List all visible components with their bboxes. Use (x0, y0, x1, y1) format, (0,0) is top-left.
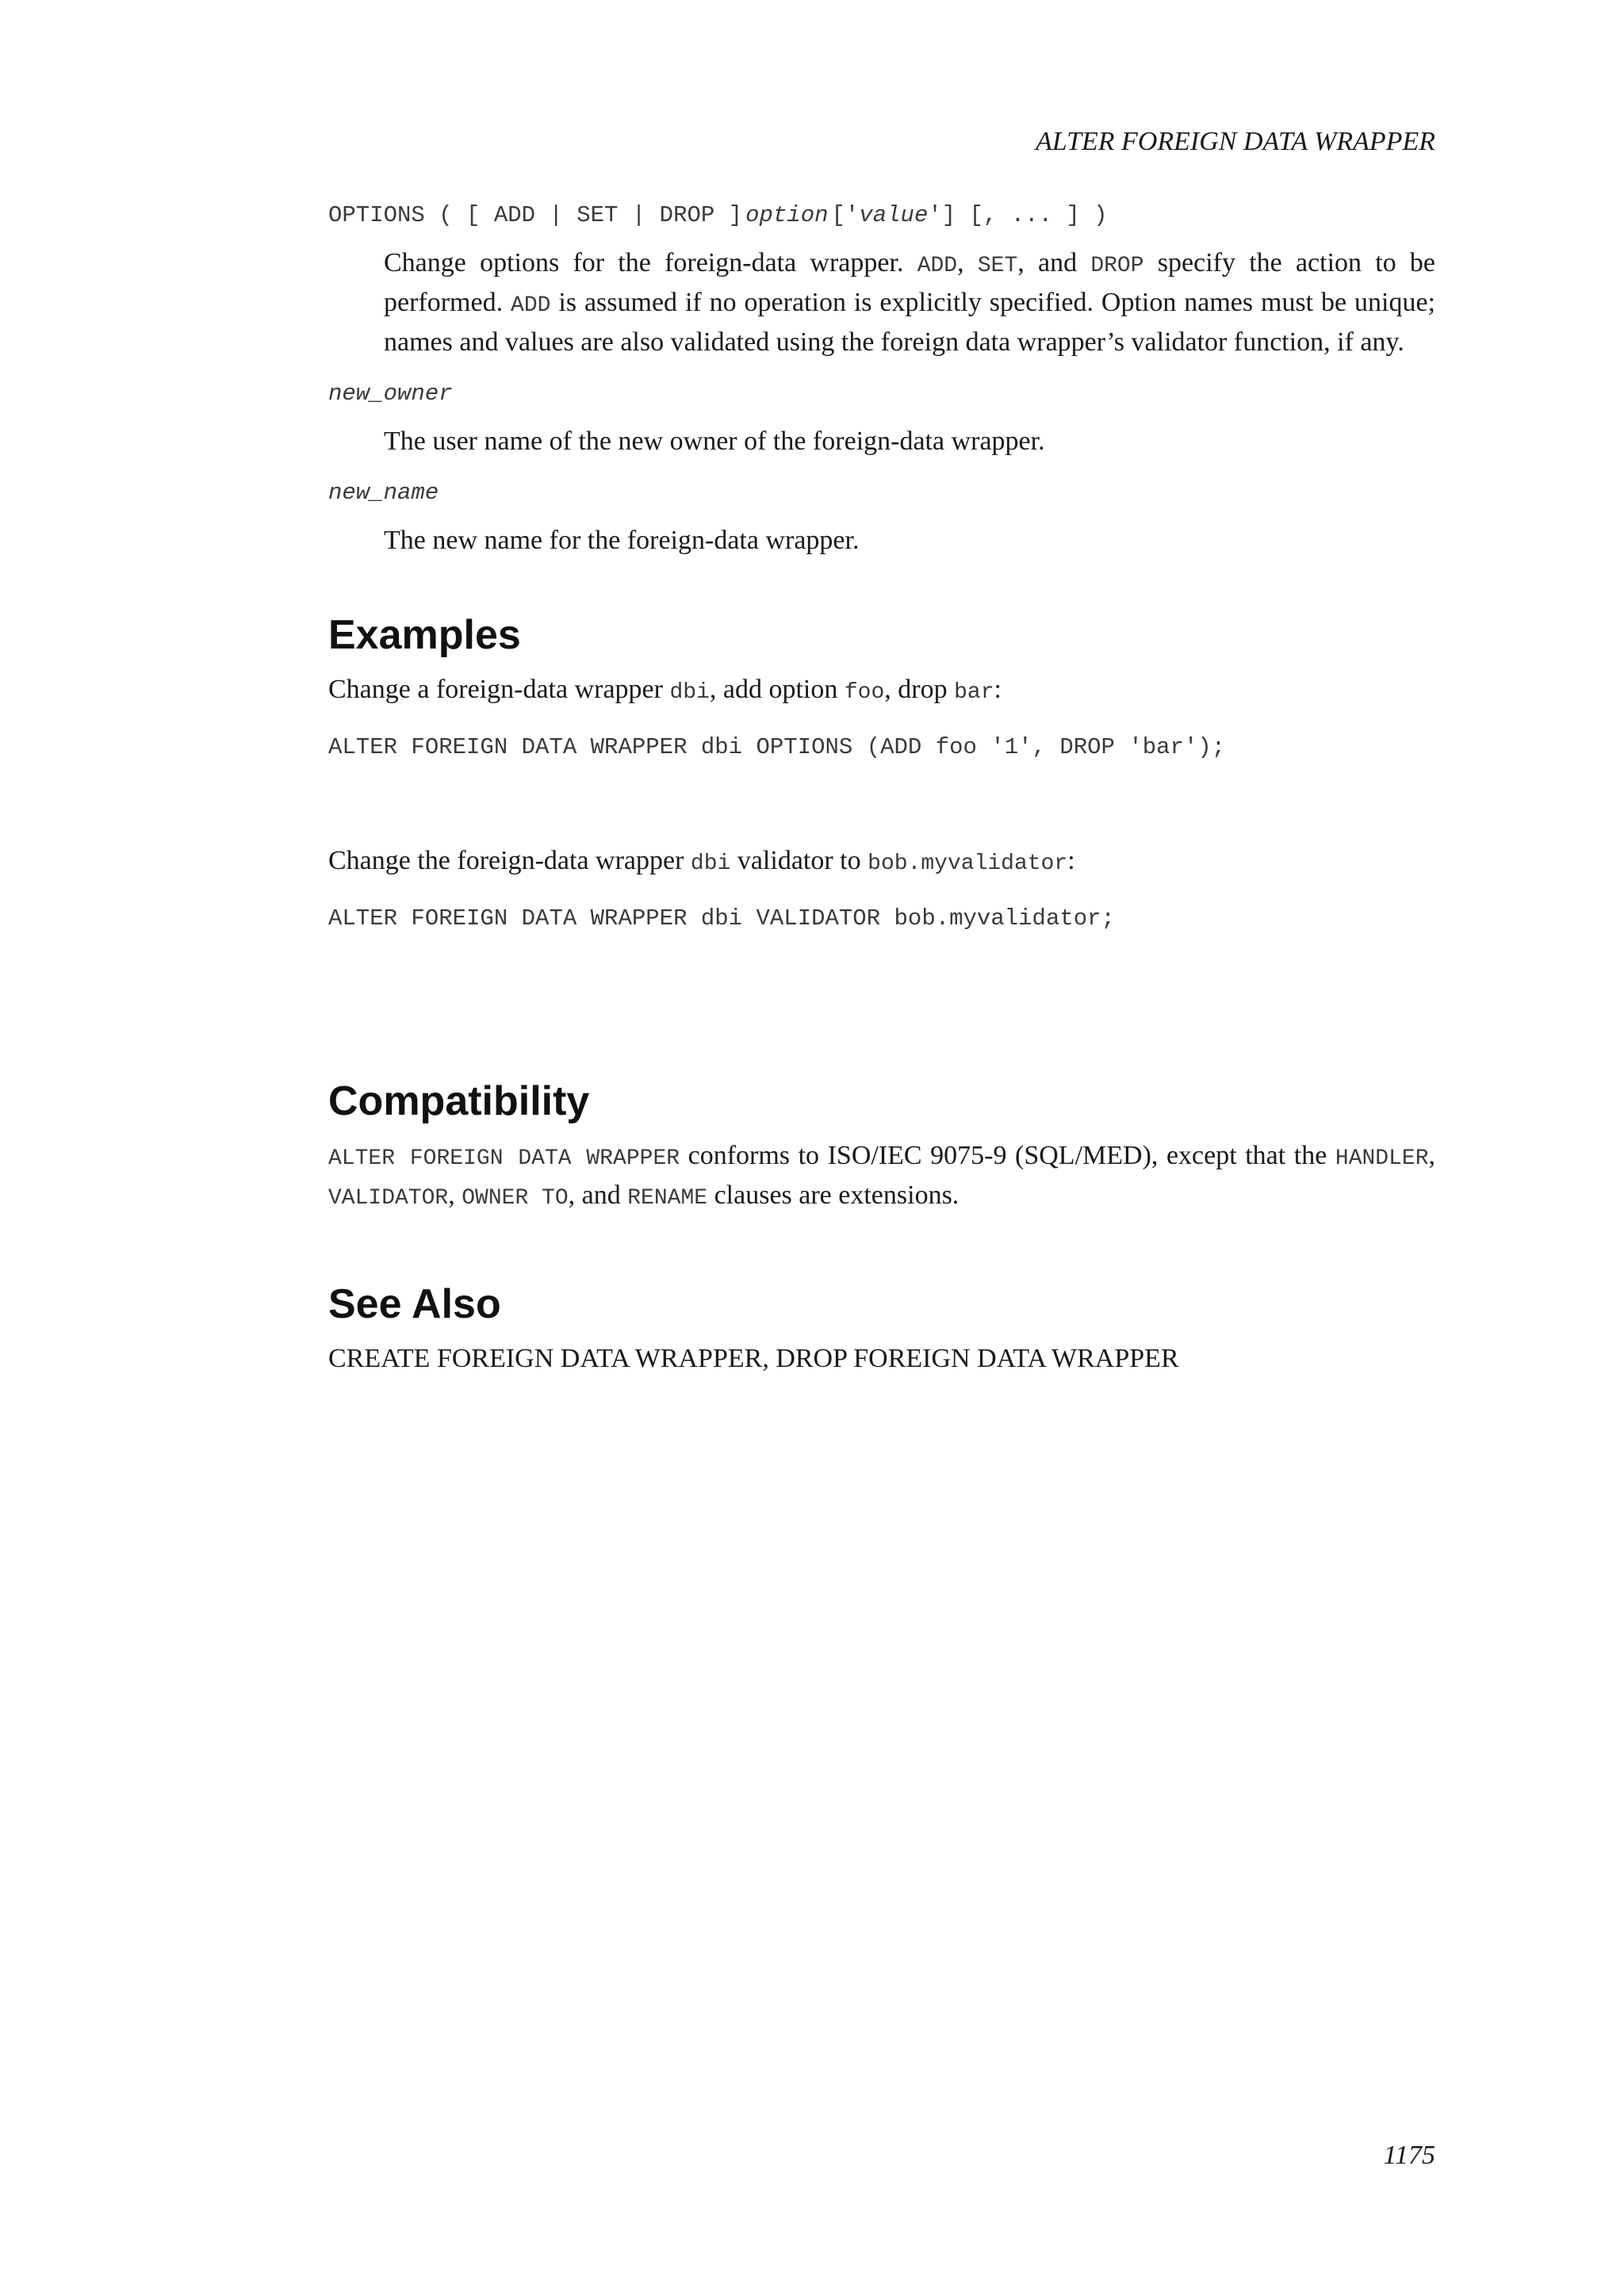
compatibility-text (328, 1138, 1435, 1217)
options-syntax-bracket: [' (831, 202, 860, 228)
para-text: , drop (884, 675, 948, 704)
inline-code: ALTER FOREIGN DATA WRAPPER (328, 1146, 680, 1171)
see-also-heading: See Also (328, 1281, 501, 1327)
para-text: , (1428, 1141, 1436, 1170)
desc-text: , and (1017, 248, 1078, 277)
inline-code: OWNER TO (462, 1186, 569, 1211)
param-new-name-desc: The new name for the foreign-data wrapper. (384, 526, 860, 555)
example-2-text (328, 843, 1435, 882)
para-text: Change the foreign-data wrapper (328, 846, 684, 875)
inline-code: ADD (917, 254, 958, 278)
example-1-text (328, 672, 1435, 711)
options-syntax-keywords: OPTIONS ( [ ADD | SET | DROP ] (328, 202, 743, 228)
inline-code: RENAME (627, 1186, 708, 1211)
para-text: : (1067, 846, 1075, 875)
desc-text: is assumed if no operation is explicitly specified. Option names must be unique; names and values are also validated using the foreign data wrapper’s validator function, if any. (384, 288, 1436, 357)
inline-code: HANDLER (1335, 1146, 1429, 1171)
desc-text: , (957, 248, 964, 277)
para-text: , add option (709, 675, 838, 704)
inline-code: VALIDATOR (328, 1186, 449, 1211)
param-new-owner-desc: The user name of the new owner of the foreign-data wrapper. (384, 427, 1045, 456)
param-new-owner-term (328, 378, 1435, 412)
compatibility-heading: Compatibility (328, 1078, 590, 1124)
term-text: new_name (328, 480, 439, 506)
inline-code: ADD (511, 293, 551, 318)
term-text: new_owner (328, 381, 453, 407)
inline-code: SET (977, 254, 1018, 278)
para-text: clauses are extensions. (714, 1181, 959, 1210)
para-text: Change a foreign-data wrapper (328, 675, 663, 704)
inline-code: bob.myvalidator (868, 851, 1068, 876)
para-text: , and (568, 1181, 621, 1210)
inline-code: DROP (1090, 254, 1144, 278)
param-new-name-term (328, 477, 1435, 511)
example-1-code: ALTER FOREIGN DATA WRAPPER dbi OPTIONS (ADD foo '1', DROP 'bar'); (328, 734, 1226, 760)
param-options-desc (384, 245, 1435, 361)
para-text: conforms to ISO/IEC 9075-9 (SQL/MED), except that the (688, 1141, 1327, 1170)
options-syntax-tail: '] [, ... ] ) (928, 202, 1108, 228)
inline-code: dbi (690, 851, 731, 876)
desc-text: Change options for the foreign-data wrapper. (384, 248, 904, 277)
inline-code: foo (844, 680, 885, 705)
example-2-code: ALTER FOREIGN DATA WRAPPER dbi VALIDATOR bob.myvalidator; (328, 905, 1115, 932)
inline-code: bar (954, 680, 994, 705)
page-number: 1175 (1383, 2141, 1435, 2170)
desc-text: specify the action to be performed. (384, 248, 1436, 317)
running-header: ALTER FOREIGN DATA WRAPPER (1036, 127, 1435, 156)
options-syntax-option: option (745, 202, 829, 228)
inline-code: dbi (669, 680, 710, 705)
para-text: : (994, 675, 1002, 704)
param-options-term (328, 200, 1435, 234)
options-syntax-value: value (859, 202, 929, 228)
para-text: validator to (737, 846, 861, 875)
para-text: , (448, 1181, 455, 1210)
see-also-text: CREATE FOREIGN DATA WRAPPER, DROP FOREIGN DATA WRAPPER (328, 1344, 1179, 1373)
examples-heading: Examples (328, 612, 521, 658)
page-content (328, 200, 1435, 1377)
